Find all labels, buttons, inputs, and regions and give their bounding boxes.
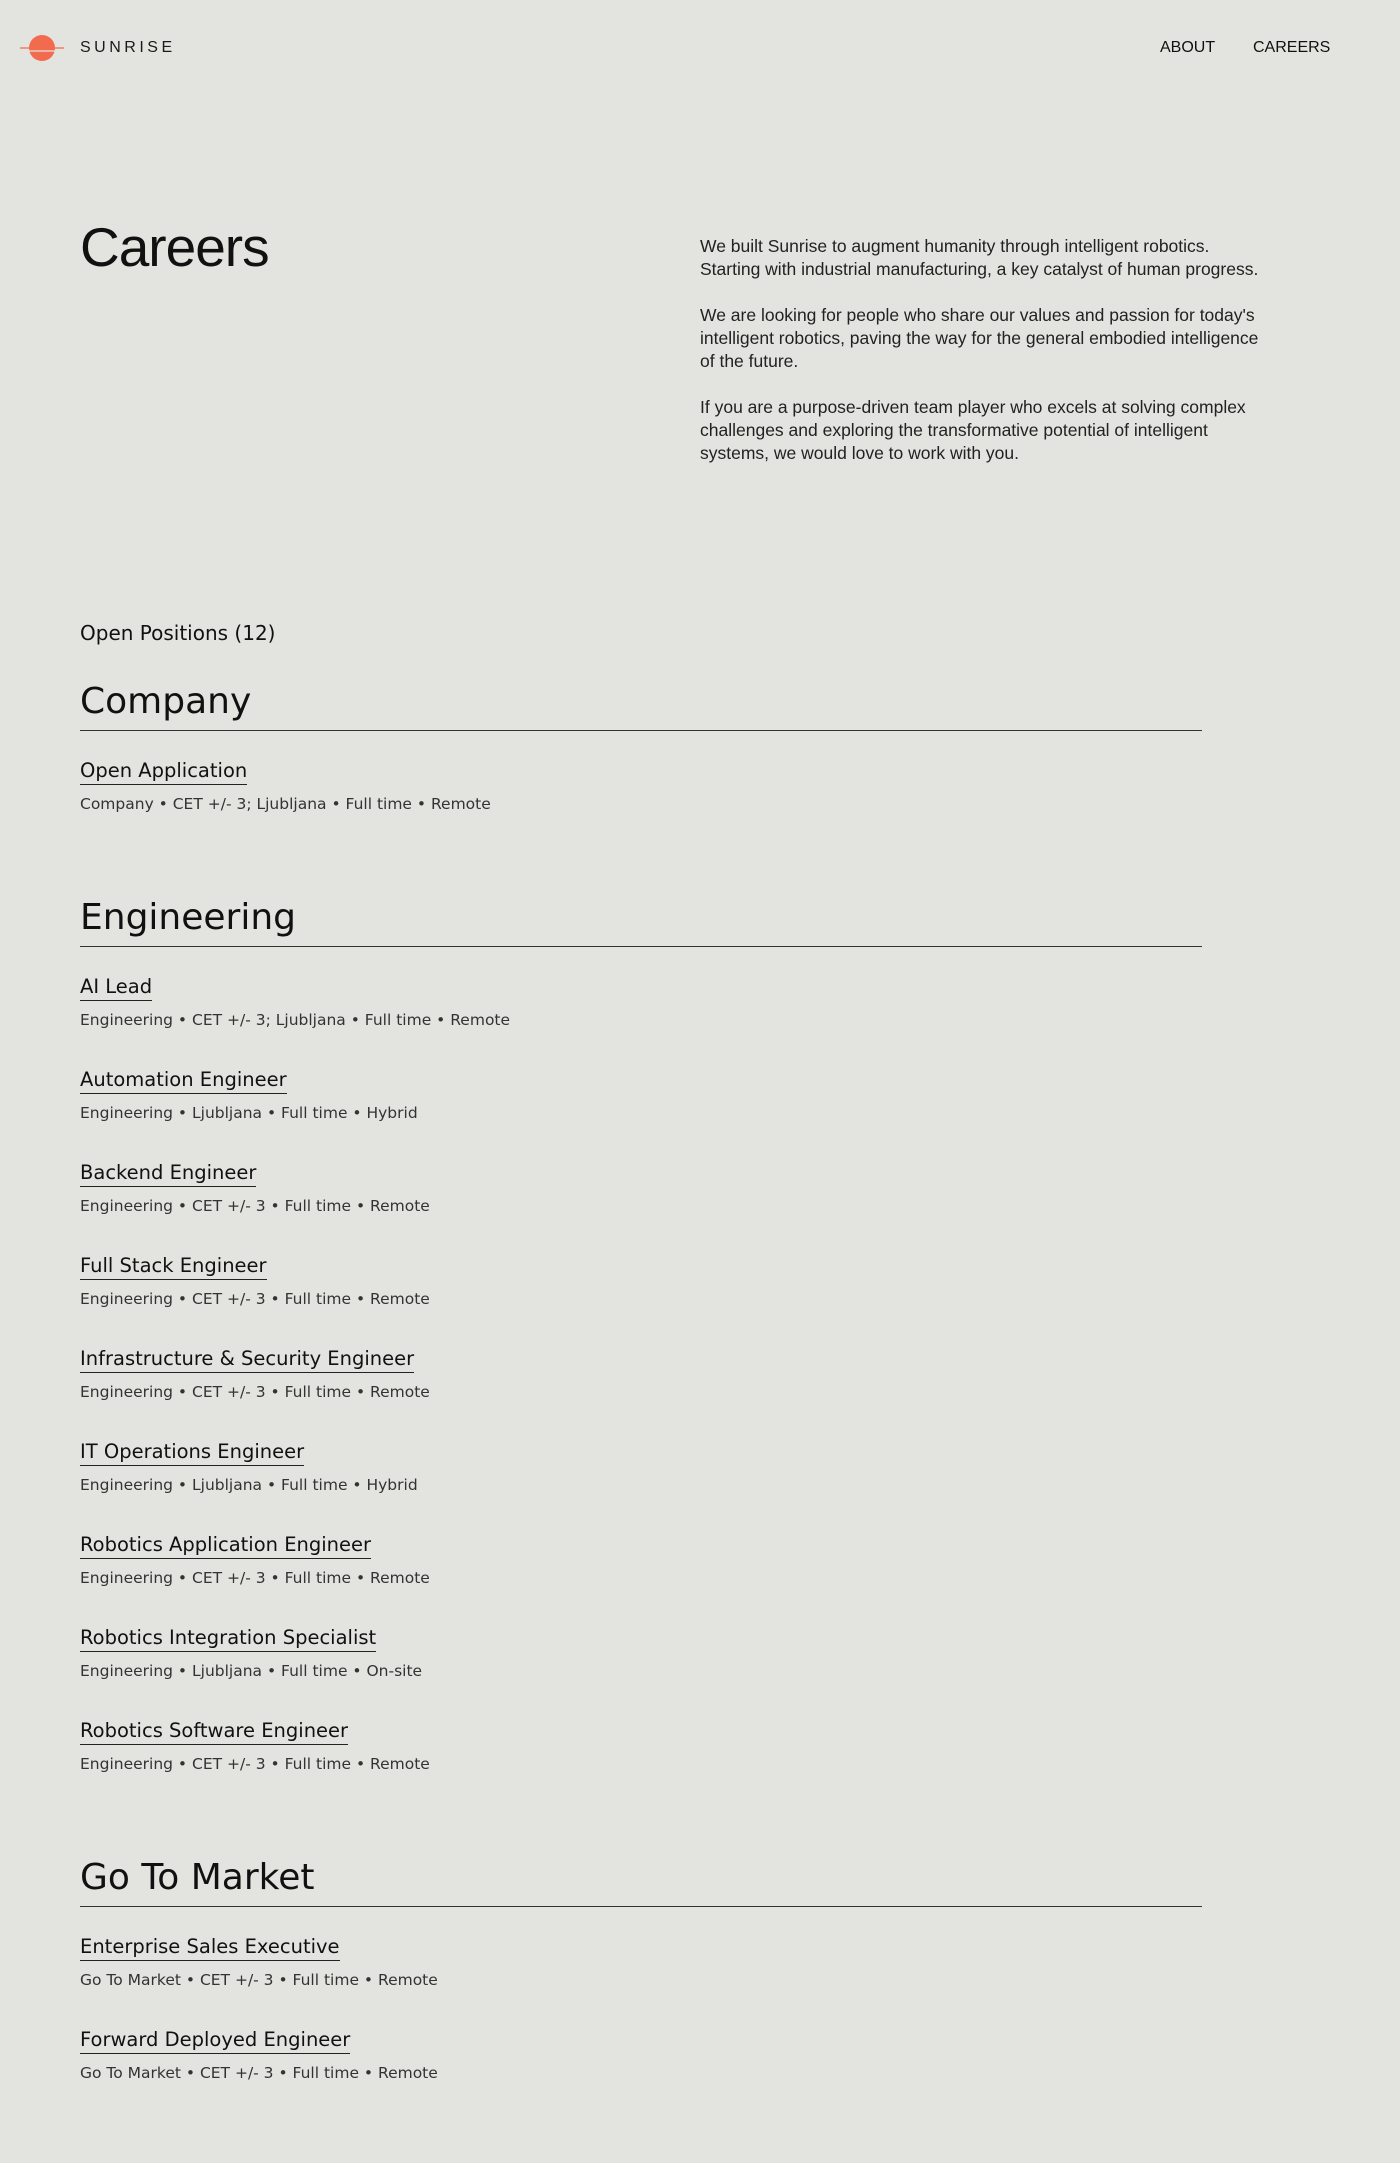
sunrise-logo-icon[interactable] — [20, 34, 64, 62]
job-listing — [80, 1068, 1202, 1161]
job-list — [80, 759, 1202, 852]
department-company — [80, 678, 1202, 852]
job-meta: Engineering • CET +/- 3 • Full time • Remote — [80, 1197, 430, 1215]
open-positions-heading: Open Positions (12) — [80, 621, 276, 645]
job-meta: Engineering • CET +/- 3 • Full time • Remote — [80, 1569, 430, 1587]
nav-about-link[interactable]: ABOUT — [1160, 39, 1216, 56]
open-positions-section — [80, 618, 1202, 2163]
job-title-link[interactable]: IT Operations Engineer — [80, 1440, 304, 1466]
job-meta: Engineering • Ljubljana • Full time • On-site — [80, 1662, 423, 1680]
job-title-link[interactable]: Forward Deployed Engineer — [80, 2028, 350, 2054]
job-title-link[interactable]: Robotics Software Engineer — [80, 1719, 348, 1745]
department-title: Go To Market — [80, 1854, 1202, 1907]
job-list — [80, 975, 1202, 1812]
job-title-link[interactable]: AI Lead — [80, 975, 152, 1001]
job-title-link[interactable]: Automation Engineer — [80, 1068, 287, 1094]
job-listing — [80, 2028, 1202, 2121]
intro-paragraph: We built Sunrise to augment humanity through intelligent robotics. Starting with industrial manufacturing, a key catalyst of human progress. — [700, 236, 1259, 279]
intro-paragraph: We are looking for people who share our values and passion for today's intelligent robotics, paving the way for the general embodied intelligence of the future. — [700, 305, 1259, 371]
job-meta: Engineering • CET +/- 3 • Full time • Remote — [80, 1755, 430, 1773]
department-title: Company — [80, 678, 1202, 731]
job-meta: Engineering • CET +/- 3; Ljubljana • Full time • Remote — [80, 1011, 511, 1029]
job-meta: Go To Market • CET +/- 3 • Full time • Remote — [80, 1971, 438, 1989]
job-title-link[interactable]: Backend Engineer — [80, 1161, 256, 1187]
job-list — [80, 1935, 1202, 2121]
job-meta: Engineering • Ljubljana • Full time • Hybrid — [80, 1476, 418, 1494]
job-meta: Engineering • CET +/- 3 • Full time • Remote — [80, 1290, 430, 1308]
page-title: Careers — [80, 216, 269, 278]
job-title-link[interactable]: Robotics Integration Specialist — [80, 1626, 376, 1652]
intro-paragraph: If you are a purpose-driven team player who excels at solving complex challenges and exploring the transformative potential of intelligent systems, we would love to work with you. — [700, 397, 1246, 463]
job-title-link[interactable]: Infrastructure & Security Engineer — [80, 1347, 414, 1373]
job-meta: Engineering • CET +/- 3 • Full time • Remote — [80, 1383, 430, 1401]
job-title-link[interactable]: Open Application — [80, 759, 247, 785]
department-go-to-market — [80, 1854, 1202, 2121]
brand-name[interactable]: SUNRISE — [80, 39, 176, 56]
intro-text — [700, 235, 1260, 488]
job-listing — [80, 1254, 1202, 1347]
job-title-link[interactable]: Robotics Application Engineer — [80, 1533, 371, 1559]
job-listing — [80, 1440, 1202, 1533]
job-listing — [80, 1161, 1202, 1254]
job-listing — [80, 1626, 1202, 1719]
job-listing — [80, 1347, 1202, 1440]
job-listing — [80, 1533, 1202, 1626]
job-meta: Company • CET +/- 3; Ljubljana • Full time • Remote — [80, 795, 491, 813]
nav-careers-link[interactable]: CAREERS — [1253, 39, 1331, 56]
job-listing — [80, 1719, 1202, 1812]
job-listing — [80, 975, 1202, 1068]
job-listing — [80, 1935, 1202, 2028]
job-listing — [80, 759, 1202, 852]
job-title-link[interactable]: Full Stack Engineer — [80, 1254, 267, 1280]
department-engineering — [80, 894, 1202, 1812]
job-meta: Go To Market • CET +/- 3 • Full time • Remote — [80, 2064, 438, 2082]
department-title: Engineering — [80, 894, 1202, 947]
job-title-link[interactable]: Enterprise Sales Executive — [80, 1935, 340, 1961]
site-header — [0, 0, 1400, 100]
job-meta: Engineering • Ljubljana • Full time • Hybrid — [80, 1104, 418, 1122]
